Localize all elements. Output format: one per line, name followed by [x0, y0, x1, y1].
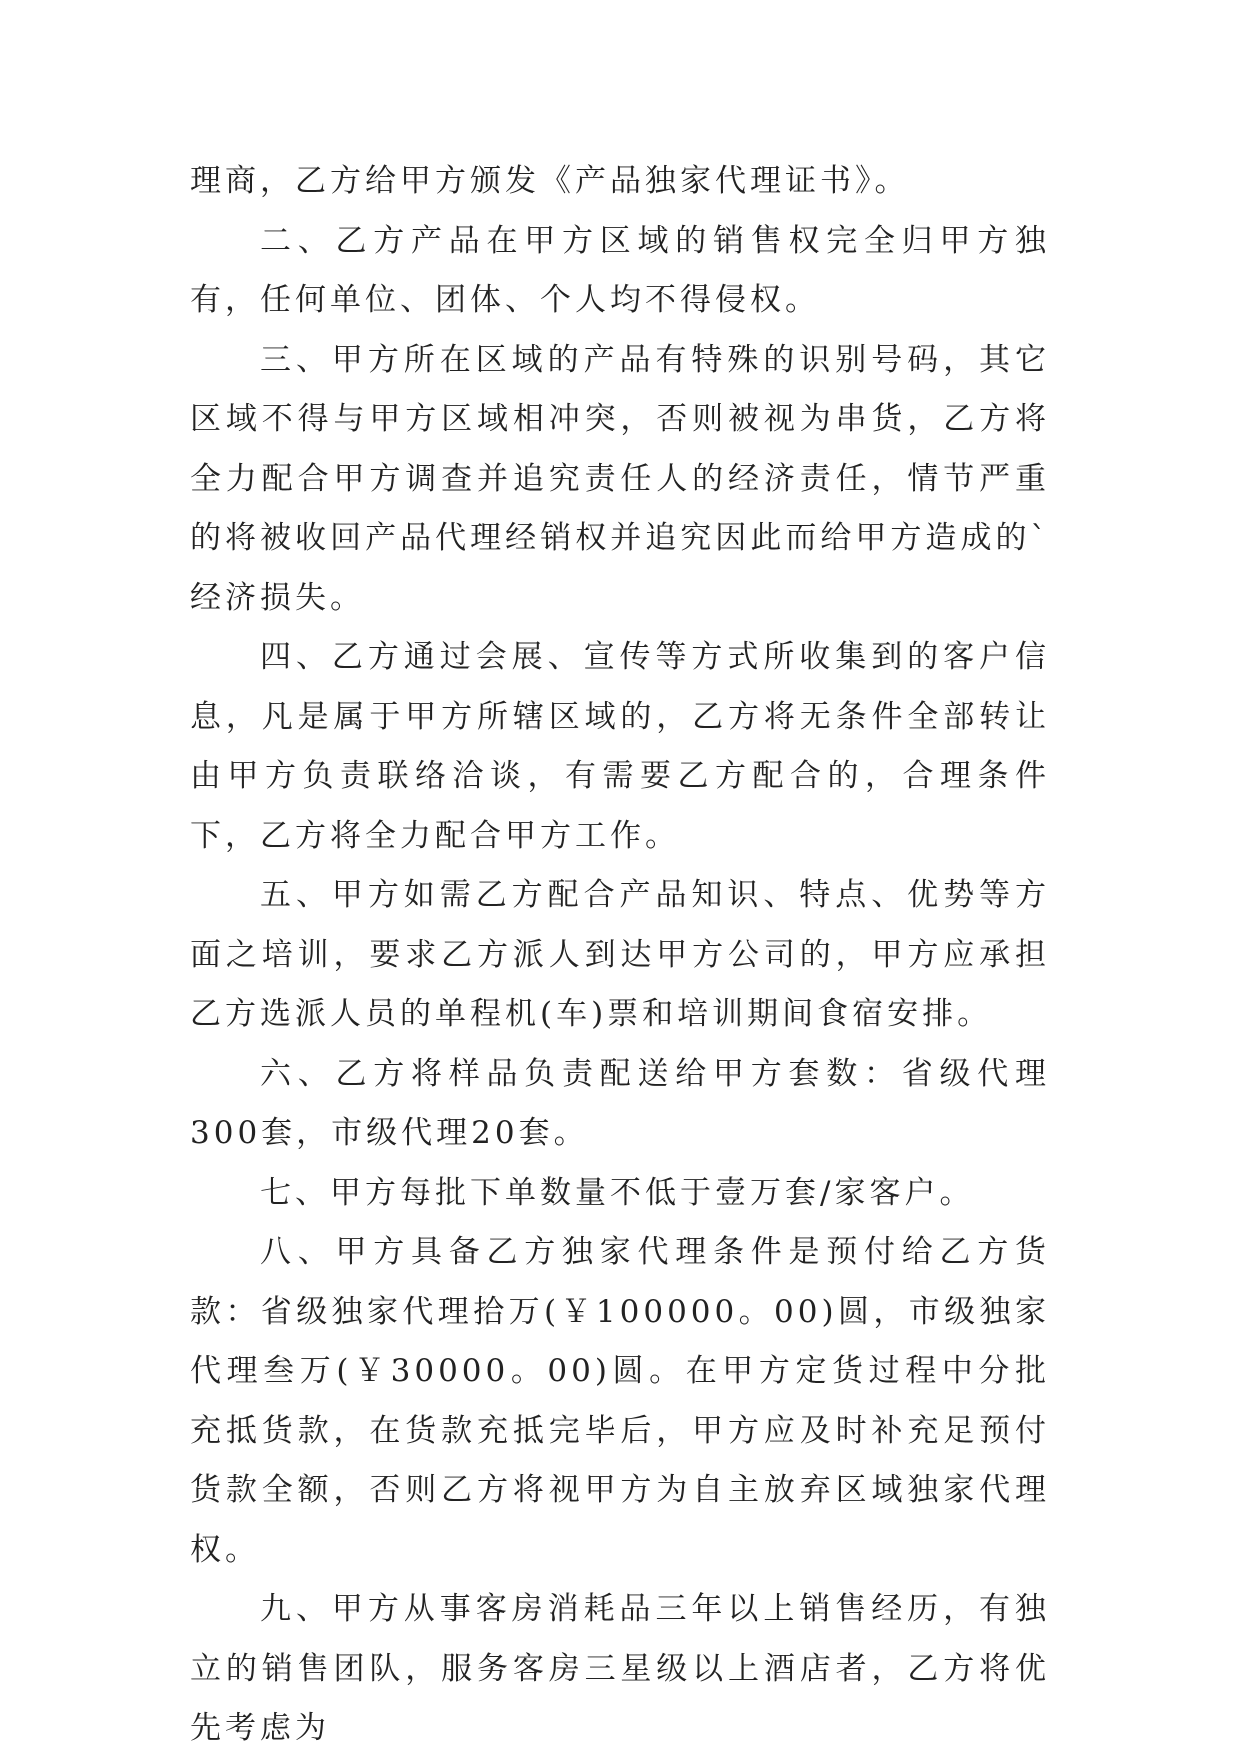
paragraph-clause-2: 二、乙方产品在甲方区域的销售权完全归甲方独有，任何单位、团体、个人均不得侵权。	[190, 222, 1050, 318]
document-body	[190, 152, 1050, 1759]
paragraph-clause-8: 八、甲方具备乙方独家代理条件是预付给乙方货款：省级独家代理拾万(￥100000。00)圆，市级独家代理叁万(￥30000。00)圆。在甲方定货过程中分批充抵货款，在货款充抵完毕后，甲方应及时补充足预付货款全额，否则乙方将视甲方为自主放弃区域独家代理权。	[190, 1234, 1050, 1568]
paragraph-continuation: 理商，乙方给甲方颁发《产品独家代理证书》。	[190, 163, 910, 199]
paragraph-clause-5: 五、甲方如需乙方配合产品知识、特点、优势等方面之培训，要求乙方派人到达甲方公司的，甲方应承担乙方选派人员的单程机(车)票和培训期间食宿安排。	[190, 877, 1050, 1032]
paragraph-clause-6: 六、乙方将样品负责配送给甲方套数：省级代理300套，市级代理20套。	[190, 1055, 1050, 1151]
paragraph-clause-3: 三、甲方所在区域的产品有特殊的识别号码，其它区域不得与甲方区域相冲突，否则被视为串货，乙方将全力配合甲方调查并追究责任人的经济责任，情节严重的将被收回产品代理经销权并追究因此而给甲方造成的`经济损失。	[190, 341, 1050, 616]
paragraph-clause-7: 七、甲方每批下单数量不低于壹万套/家客户。	[260, 1174, 975, 1211]
paragraph-clause-9: 九、甲方从事客房消耗品三年以上销售经历，有独立的销售团队，服务客房三星级以上酒店者，乙方将优先考虑为	[190, 1591, 1050, 1746]
paragraph-clause-4: 四、乙方通过会展、宣传等方式所收集到的客户信息，凡是属于甲方所辖区域的，乙方将无条件全部转让由甲方负责联络洽谈，有需要乙方配合的，合理条件下，乙方将全力配合甲方工作。	[190, 639, 1050, 854]
